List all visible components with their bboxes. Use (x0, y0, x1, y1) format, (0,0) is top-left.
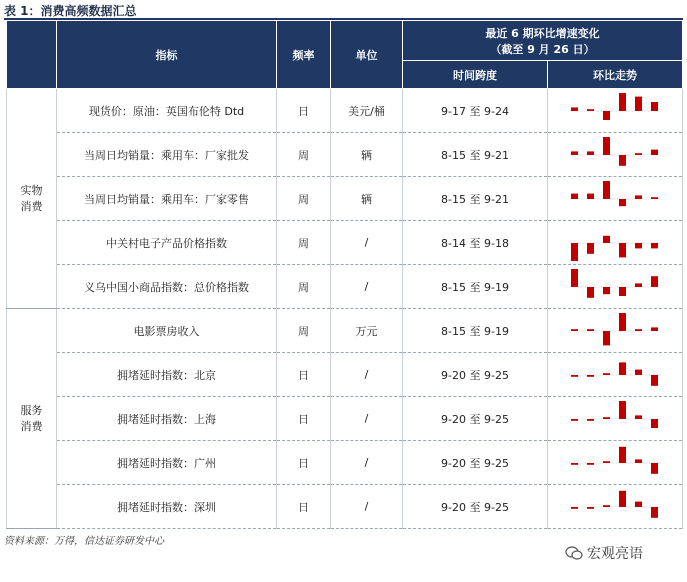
indicator-cell: 拥堵延时指数：深圳 (57, 485, 277, 529)
indicator-cell: 现货价：原油：英国布伦特 Dtd (57, 89, 277, 133)
trend-bar (587, 287, 594, 298)
trend-bar (571, 151, 578, 155)
table-row (7, 265, 683, 309)
trend-bar (635, 369, 642, 374)
trend-bar (619, 490, 626, 506)
trend-bar (635, 459, 642, 463)
indicator-cell: 义乌中国小商品指数：总价格指数 (57, 265, 277, 309)
trend-bar (619, 93, 626, 111)
trend-bar (651, 419, 658, 428)
table-row (7, 441, 683, 485)
time-span-cell: 9-20 至 9-25 (403, 441, 548, 485)
trend-bar (571, 375, 578, 377)
frequency-cell: 周 (277, 309, 331, 353)
trend-bar (587, 151, 594, 155)
header-recent (403, 21, 683, 61)
trend-bar (587, 507, 594, 509)
trend-bar (651, 463, 658, 474)
frequency-cell: 日 (277, 353, 331, 397)
trend-bar (619, 401, 626, 419)
time-span-cell: 9-20 至 9-25 (403, 353, 548, 397)
trend-bar (635, 195, 642, 199)
table-row (7, 397, 683, 441)
trend-bar (651, 243, 658, 248)
trend-cell (548, 485, 683, 529)
unit-cell: / (331, 265, 403, 309)
trend-sparkline (567, 179, 663, 219)
frequency-cell: 周 (277, 221, 331, 265)
indicator-cell: 中关村电子产品价格指数 (57, 221, 277, 265)
category-cell: 服务 消费 (7, 309, 57, 529)
time-span-cell: 8-15 至 9-21 (403, 177, 548, 221)
trend-bar (571, 269, 578, 287)
trend-bar (603, 137, 610, 155)
source-note: 资料来源：万得，信达证券研发中心 (4, 536, 164, 547)
trend-bar (635, 329, 642, 331)
trend-bar (571, 463, 578, 465)
trend-bar (635, 415, 642, 419)
frequency-cell: 日 (277, 441, 331, 485)
table-row (7, 89, 683, 133)
trend-bar (619, 243, 626, 257)
trend-bar (651, 375, 658, 386)
indicator-cell: 拥堵延时指数：北京 (57, 353, 277, 397)
trend-bar (635, 243, 642, 248)
trend-bar (651, 327, 658, 331)
trend-sparkline (567, 267, 663, 307)
header-unit: 单位 (331, 21, 403, 89)
trend-bar (603, 331, 610, 345)
trend-cell (548, 309, 683, 353)
table-row (7, 177, 683, 221)
trend-bar (651, 276, 658, 287)
trend-cell (548, 397, 683, 441)
header-trend: 环比走势 (548, 61, 683, 89)
table-row (7, 221, 683, 265)
time-span-cell: 8-15 至 9-19 (403, 265, 548, 309)
trend-bar (571, 419, 578, 421)
trend-bar (619, 362, 626, 375)
trend-bar (587, 375, 594, 377)
trend-sparkline (567, 399, 663, 439)
time-span-cell: 9-17 至 9-24 (403, 89, 548, 133)
frequency-cell: 日 (277, 89, 331, 133)
indicator-cell: 拥堵延时指数：广州 (57, 441, 277, 485)
table-row (7, 309, 683, 353)
header-frequency: 频率 (277, 21, 331, 89)
table-row (7, 133, 683, 177)
header-recent-line1: 最近 6 期环比增速变化 (485, 26, 600, 40)
trend-bar (587, 419, 594, 421)
unit-cell: / (331, 441, 403, 485)
trend-bar (587, 109, 594, 111)
trend-bar (651, 149, 658, 154)
time-span-cell: 8-14 至 9-18 (403, 221, 548, 265)
unit-cell: / (331, 221, 403, 265)
frequency-cell: 周 (277, 265, 331, 309)
trend-bar (571, 243, 578, 261)
trend-bar (619, 155, 626, 166)
table-row (7, 353, 683, 397)
header-time-span: 时间跨度 (403, 61, 548, 89)
trend-cell (548, 221, 683, 265)
trend-sparkline (567, 443, 663, 483)
trend-sparkline (567, 91, 663, 131)
trend-bar (587, 193, 594, 198)
trend-bar (603, 373, 610, 375)
indicator-cell: 拥堵延时指数：上海 (57, 397, 277, 441)
trend-bar (603, 461, 610, 463)
brand-name: 宏观亮语 (587, 546, 643, 562)
trend-cell (548, 89, 683, 133)
trend-bar (635, 153, 642, 155)
trend-cell (548, 265, 683, 309)
frequency-cell: 日 (277, 485, 331, 529)
indicator-cell: 当周日均销量：乘用车：厂家批发 (57, 133, 277, 177)
trend-sparkline (567, 487, 663, 527)
unit-cell: 辆 (331, 177, 403, 221)
trend-bar (603, 111, 610, 120)
trend-bar (587, 329, 594, 331)
trend-sparkline (567, 355, 663, 395)
time-span-cell: 9-20 至 9-25 (403, 397, 548, 441)
unit-cell: 美元/桶 (331, 89, 403, 133)
trend-sparkline (567, 311, 663, 351)
trend-bar (619, 446, 626, 462)
frequency-cell: 周 (277, 177, 331, 221)
trend-bar (651, 102, 658, 111)
wechat-icon (565, 546, 583, 560)
trend-bar (571, 507, 578, 509)
trend-bar (635, 96, 642, 110)
trend-bar (571, 193, 578, 198)
trend-cell (548, 133, 683, 177)
trend-bar (619, 199, 626, 206)
trend-bar (603, 417, 610, 419)
trend-bar (635, 283, 642, 287)
trend-cell (548, 177, 683, 221)
trend-sparkline (567, 223, 663, 263)
time-span-cell: 8-15 至 9-21 (403, 133, 548, 177)
trend-bar (603, 287, 610, 294)
trend-bar (603, 181, 610, 199)
unit-cell: 万元 (331, 309, 403, 353)
trend-bar (603, 235, 610, 242)
indicator-cell: 当周日均销量：乘用车：厂家零售 (57, 177, 277, 221)
consumption-table (6, 20, 683, 529)
trend-cell (548, 441, 683, 485)
trend-bar (571, 329, 578, 331)
brand-mark (565, 543, 643, 563)
trend-bar (635, 501, 642, 506)
trend-sparkline (567, 135, 663, 175)
trend-bar (619, 287, 626, 296)
trend-bar (571, 107, 578, 111)
trend-bar (603, 505, 610, 507)
trend-bar (651, 507, 658, 518)
time-span-cell: 8-15 至 9-19 (403, 309, 548, 353)
table-row (7, 485, 683, 529)
trend-bar (651, 197, 658, 199)
header-category (7, 21, 57, 89)
unit-cell: / (331, 485, 403, 529)
trend-cell (548, 353, 683, 397)
unit-cell: / (331, 397, 403, 441)
frequency-cell: 日 (277, 397, 331, 441)
header-indicator: 指标 (57, 21, 277, 89)
trend-bar (587, 463, 594, 465)
frequency-cell: 周 (277, 133, 331, 177)
table-caption: 表 1：消费高频数据汇总 (4, 4, 137, 18)
trend-bar (587, 243, 594, 254)
trend-bar (619, 313, 626, 331)
indicator-cell: 电影票房收入 (57, 309, 277, 353)
category-cell: 实物 消费 (7, 89, 57, 309)
unit-cell: / (331, 353, 403, 397)
header-recent-line2: （截至 9 月 26 日） (490, 42, 595, 56)
time-span-cell: 9-20 至 9-25 (403, 485, 548, 529)
unit-cell: 辆 (331, 133, 403, 177)
